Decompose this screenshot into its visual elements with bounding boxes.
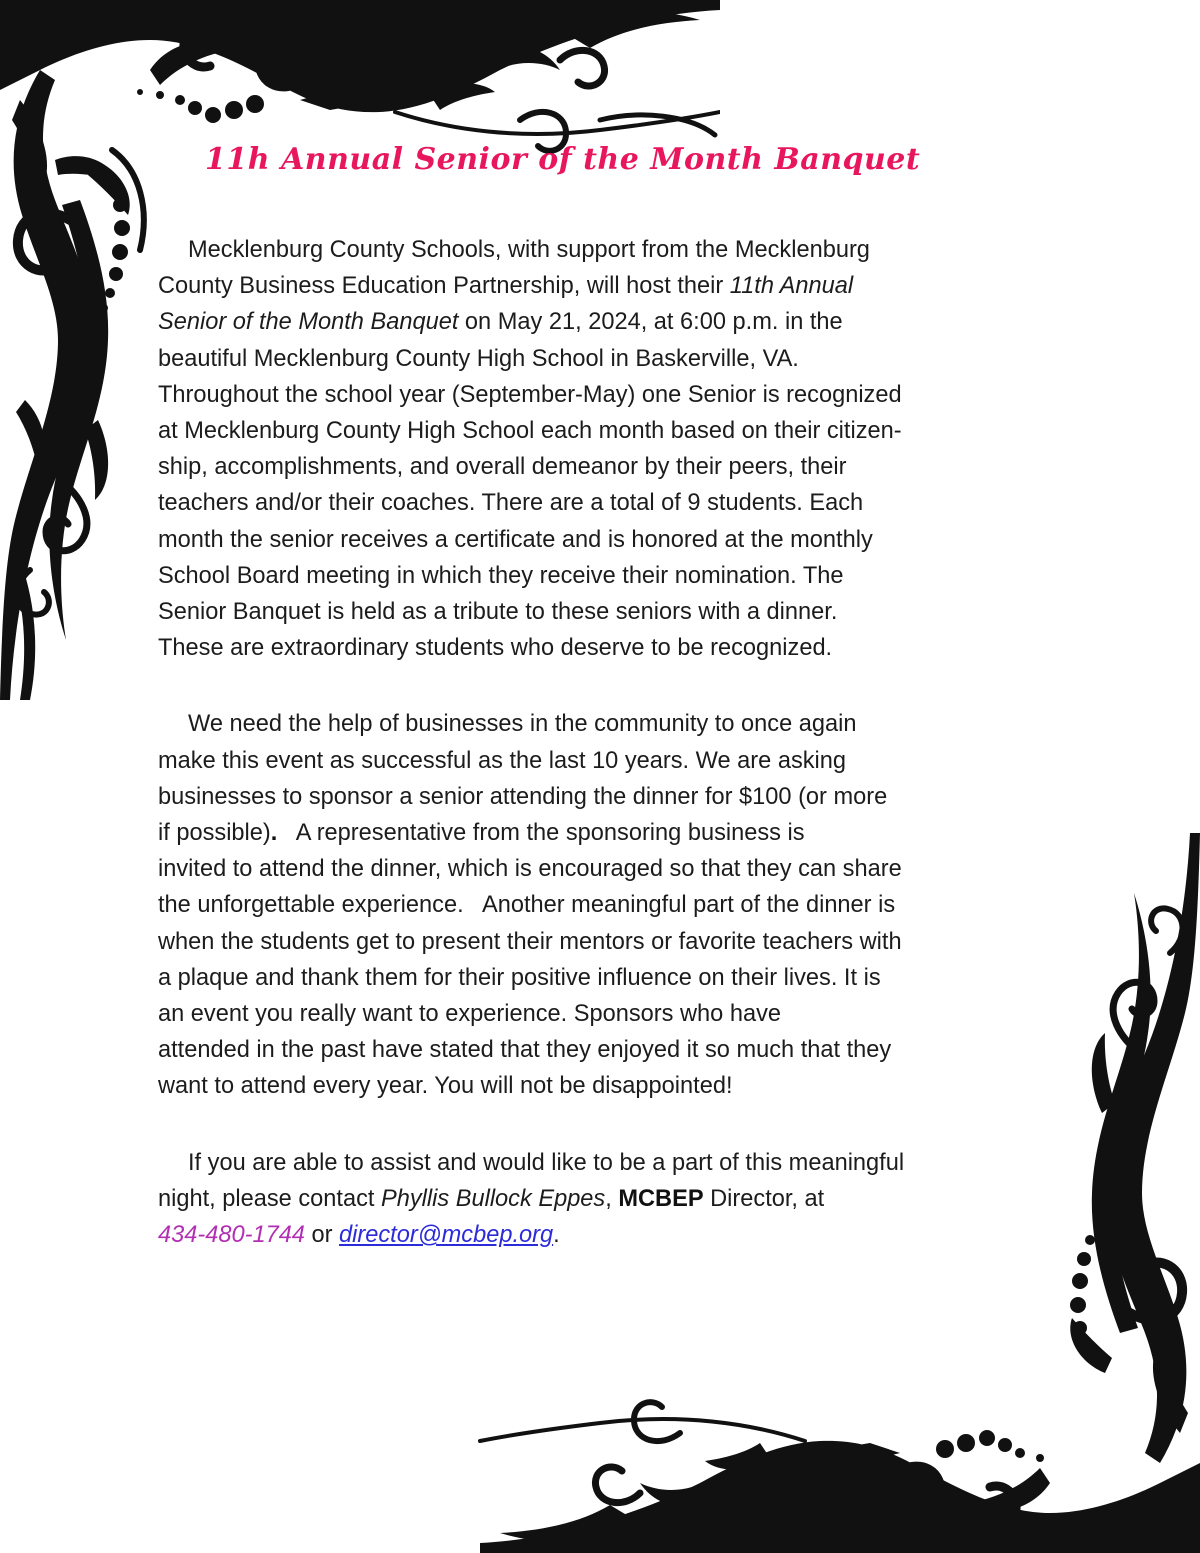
text-line: If you are able to assist and would like to be a part of this meaningful xyxy=(188,1149,905,1176)
text-line: make this event as successful as the last 10 years. We are asking xyxy=(158,747,847,774)
event-name-italic: 11th Annual xyxy=(729,273,854,300)
email-link[interactable]: director@mcbep.org xyxy=(339,1222,554,1249)
page-title: 11h Annual Senior of the Month Banquet xyxy=(205,142,921,177)
bold-period: . xyxy=(270,820,278,847)
text-line: month the senior receives a certificate and is honored at the monthly xyxy=(158,526,873,553)
text-line: night, please contact xyxy=(158,1185,381,1212)
paragraph-contact xyxy=(158,1145,1033,1254)
letter-body xyxy=(158,232,1033,1293)
text-line: Mecklenburg County Schools, with support from the Mecklenburg xyxy=(188,237,870,263)
text-line: ship, accomplishments, and overall demeanor by their peers, their xyxy=(158,454,847,481)
text-line: These are extraordinary students who deserve to be recognized. xyxy=(158,635,833,662)
text-line: attended in the past have stated that they enjoyed it so much that they xyxy=(158,1037,892,1064)
text-line: A representative from the sponsoring business is xyxy=(277,820,805,847)
text-line: , xyxy=(605,1185,619,1212)
text-line: Senior Banquet is held as a tribute to these seniors with a dinner. xyxy=(158,599,838,626)
paragraph-intro xyxy=(158,232,1033,666)
text-line: when the students get to present their mentors or favorite teachers with xyxy=(158,928,902,955)
text-line: We need the help of businesses in the community to once again xyxy=(188,711,857,738)
text-line: want to attend every year. You will not be disappointed! xyxy=(158,1073,733,1100)
text-line: at Mecklenburg County High School each month based on their citizen- xyxy=(158,418,902,445)
text-line: a plaque and thank them for their positive influence on their lives. It is xyxy=(158,964,881,991)
text-line: County Business Education Partnership, will host their xyxy=(158,273,730,300)
paragraph-sponsorship xyxy=(158,706,1033,1104)
text-line: Director, at xyxy=(703,1185,825,1212)
text-line: . xyxy=(553,1222,560,1249)
text-line: beautiful Mecklenburg County High School in Baskerville, VA. xyxy=(158,345,799,372)
organization-name: MCBEP xyxy=(618,1185,704,1212)
contact-name: Phyllis Bullock Eppes xyxy=(380,1185,606,1212)
phone-number: 434-480-1744 xyxy=(158,1222,305,1249)
text-line: if possible) xyxy=(158,820,271,847)
text-line: School Board meeting in which they receive their nomination. The xyxy=(158,562,844,589)
text-line: an event you really want to experience. Sponsors who have xyxy=(158,1001,781,1028)
event-name-italic: Senior of the Month Banquet xyxy=(158,309,459,336)
text-line: on May 21, 2024, at 6:00 p.m. in the xyxy=(458,309,843,336)
text-line: Throughout the school year (September-May) one Senior is recognized xyxy=(158,381,902,408)
text-line: the unforgettable experience. Another meaningful part of the dinner is xyxy=(158,892,896,919)
text-line: teachers and/or their coaches. There are a total of 9 students. Each xyxy=(158,490,864,517)
text-line: businesses to sponsor a senior attending the dinner for $100 (or more xyxy=(158,783,888,810)
text-line: or xyxy=(304,1222,340,1249)
text-line: invited to attend the dinner, which is encouraged so that they can share xyxy=(158,856,902,883)
